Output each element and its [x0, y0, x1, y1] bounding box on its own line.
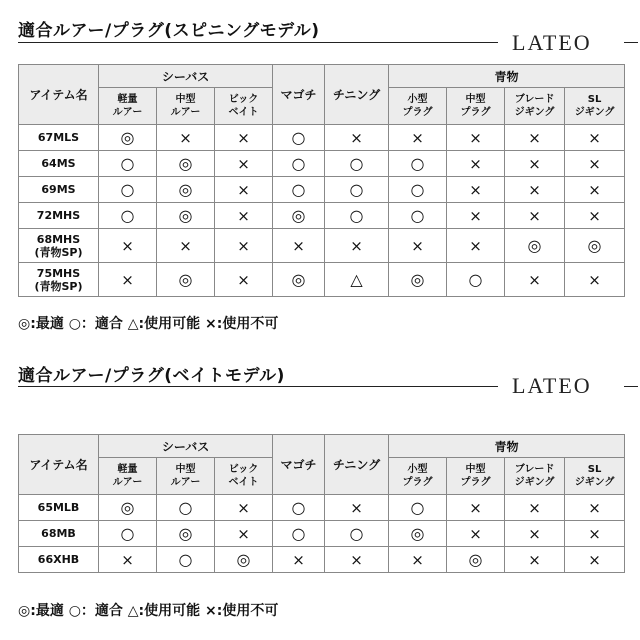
group-header-seabass: シーバス	[99, 65, 273, 88]
compat-mark-cell: ○	[389, 203, 447, 229]
compat-mark-cell: ○	[325, 203, 389, 229]
spinning-compat-table	[18, 64, 625, 297]
sub-header-small-plug: 小型 プラグ	[389, 458, 447, 495]
compat-mark-cell: ○	[99, 203, 157, 229]
compat-mark-cell: ×	[447, 125, 505, 151]
compat-mark-cell: ×	[325, 547, 389, 573]
compat-mark-cell: ×	[505, 125, 565, 151]
brand-logo: LATEO	[512, 373, 592, 398]
model-name-cell: 65MLB	[19, 495, 99, 521]
compat-mark-cell: ◎	[99, 125, 157, 151]
table-row	[19, 495, 625, 521]
brand-logo: LATEO	[512, 30, 592, 55]
compat-mark-cell: ×	[389, 547, 447, 573]
compat-mark-cell: ×	[325, 495, 389, 521]
compat-mark-cell: ○	[273, 177, 325, 203]
compat-mark-cell: ○	[273, 151, 325, 177]
sub-header-medium-lure: 中型 ルアー	[157, 458, 215, 495]
compat-mark-cell: ○	[157, 547, 215, 573]
compat-mark-cell: ×	[505, 263, 565, 297]
table-row	[19, 229, 625, 263]
sub-header-light-lure: 軽量 ルアー	[99, 458, 157, 495]
compat-mark-cell: ×	[157, 229, 215, 263]
compat-mark-cell: ◎	[157, 177, 215, 203]
compat-mark-cell: ○	[99, 151, 157, 177]
model-name-cell: 67MLS	[19, 125, 99, 151]
compat-mark-cell: ×	[215, 177, 273, 203]
sub-header-blade-jigging: ブレード ジギング	[505, 88, 565, 125]
title-divider	[18, 42, 498, 43]
sub-header-blade-jigging: ブレード ジギング	[505, 458, 565, 495]
compat-mark-cell: ×	[565, 521, 625, 547]
compat-mark-cell: ○	[389, 151, 447, 177]
compat-mark-cell: ×	[389, 229, 447, 263]
sub-header-light-lure: 軽量 ルアー	[99, 88, 157, 125]
compat-mark-cell: ×	[565, 547, 625, 573]
model-name-cell: 64MS	[19, 151, 99, 177]
brand-line	[624, 42, 638, 43]
sub-header-medium-lure: 中型 ルアー	[157, 88, 215, 125]
bait-compat-table	[18, 434, 625, 573]
compat-mark-cell: ◎	[99, 495, 157, 521]
compat-mark-cell: ×	[447, 521, 505, 547]
compat-mark-cell: ×	[505, 177, 565, 203]
sub-header-big-bait: ビック ベイト	[215, 88, 273, 125]
model-name-cell: 75MHS (青物SP)	[19, 263, 99, 297]
compat-mark-cell: ×	[215, 495, 273, 521]
compat-mark-cell: ○	[325, 151, 389, 177]
model-name-cell: 68MHS (青物SP)	[19, 229, 99, 263]
title-divider	[18, 386, 498, 387]
sub-header-big-bait: ビック ベイト	[215, 458, 273, 495]
group-header-magochi: マゴチ	[273, 435, 325, 495]
compat-mark-cell: ×	[215, 203, 273, 229]
table-row	[19, 203, 625, 229]
group-header-seabass: シーバス	[99, 435, 273, 458]
spinning-legend: ◎:最適 ○：適合 △:使用可能 ×:使用不可	[18, 316, 279, 332]
compat-mark-cell: ×	[505, 521, 565, 547]
table-row	[19, 151, 625, 177]
compat-mark-cell: ×	[157, 125, 215, 151]
sub-header-sl-jigging: SL ジギング	[565, 458, 625, 495]
compat-mark-cell: ◎	[215, 547, 273, 573]
compat-mark-cell: ×	[565, 125, 625, 151]
compat-mark-cell: ×	[215, 151, 273, 177]
bait-rows	[19, 495, 625, 573]
compat-mark-cell: ◎	[565, 229, 625, 263]
compat-mark-cell: ×	[505, 495, 565, 521]
compat-mark-cell: ○	[325, 177, 389, 203]
compat-mark-cell: ×	[505, 151, 565, 177]
compat-mark-cell: ○	[273, 495, 325, 521]
table-row	[19, 547, 625, 573]
compat-mark-cell: ×	[99, 263, 157, 297]
compat-mark-cell: ×	[565, 263, 625, 297]
compat-mark-cell: ◎	[157, 521, 215, 547]
compat-mark-cell: ◎	[157, 263, 215, 297]
compat-mark-cell: ×	[565, 177, 625, 203]
compat-mark-cell: ○	[447, 263, 505, 297]
spinning-section-title: 適合ルアー/プラグ(スピニングモデル)	[18, 21, 320, 41]
compat-mark-cell: ◎	[389, 521, 447, 547]
group-header-magochi: マゴチ	[273, 65, 325, 125]
compat-mark-cell: ○	[325, 521, 389, 547]
compat-mark-cell: ○	[273, 521, 325, 547]
compat-mark-cell: ○	[157, 495, 215, 521]
compat-mark-cell: ×	[447, 203, 505, 229]
compat-mark-cell: ◎	[273, 203, 325, 229]
sub-header-small-plug: 小型 プラグ	[389, 88, 447, 125]
group-header-aomono: 青物	[389, 65, 625, 88]
item-name-header: アイテム名	[19, 65, 99, 125]
compat-mark-cell: ×	[273, 547, 325, 573]
table-row	[19, 521, 625, 547]
compat-mark-cell: ×	[505, 203, 565, 229]
compat-mark-cell: ×	[99, 229, 157, 263]
compat-mark-cell: ◎	[389, 263, 447, 297]
table-row	[19, 125, 625, 151]
compat-mark-cell: ×	[273, 229, 325, 263]
compat-mark-cell: ×	[99, 547, 157, 573]
compat-mark-cell: ○	[389, 495, 447, 521]
group-header-chinu: チニング	[325, 435, 389, 495]
compat-mark-cell: ×	[325, 229, 389, 263]
model-name-cell: 68MB	[19, 521, 99, 547]
compat-mark-cell: ×	[447, 151, 505, 177]
sub-header-sl-jigging: SL ジギング	[565, 88, 625, 125]
spinning-rows	[19, 125, 625, 297]
compat-mark-cell: ×	[565, 203, 625, 229]
table-row	[19, 177, 625, 203]
compat-mark-cell: ×	[325, 125, 389, 151]
sub-header-medium-plug: 中型 プラグ	[447, 458, 505, 495]
compat-mark-cell: ○	[389, 177, 447, 203]
compat-mark-cell: ×	[565, 495, 625, 521]
compat-mark-cell: ◎	[157, 203, 215, 229]
compat-mark-cell: ◎	[505, 229, 565, 263]
bait-legend: ◎:最適 ○：適合 △:使用可能 ×:使用不可	[18, 603, 279, 619]
model-name-cell: 72MHS	[19, 203, 99, 229]
compat-mark-cell: ×	[215, 125, 273, 151]
model-name-cell: 69MS	[19, 177, 99, 203]
model-name-cell: 66XHB	[19, 547, 99, 573]
compat-mark-cell: ×	[215, 263, 273, 297]
compat-mark-cell: ×	[447, 229, 505, 263]
table-row	[19, 263, 625, 297]
compat-mark-cell: ◎	[447, 547, 505, 573]
compat-mark-cell: ×	[447, 495, 505, 521]
compat-mark-cell: △	[325, 263, 389, 297]
group-header-chinu: チニング	[325, 65, 389, 125]
compat-mark-cell: ○	[273, 125, 325, 151]
compat-mark-cell: ×	[215, 521, 273, 547]
compat-mark-cell: ×	[215, 229, 273, 263]
sub-header-medium-plug: 中型 プラグ	[447, 88, 505, 125]
compat-mark-cell: ◎	[157, 151, 215, 177]
bait-section-title: 適合ルアー/プラグ(ベイトモデル)	[18, 366, 285, 386]
group-header-aomono: 青物	[389, 435, 625, 458]
item-name-header: アイテム名	[19, 435, 99, 495]
brand-line	[624, 386, 638, 387]
compat-mark-cell: ×	[565, 151, 625, 177]
compat-mark-cell: ×	[447, 177, 505, 203]
compat-mark-cell: ×	[505, 547, 565, 573]
compat-mark-cell: ○	[99, 177, 157, 203]
compat-mark-cell: ○	[99, 521, 157, 547]
compat-mark-cell: ×	[389, 125, 447, 151]
compat-mark-cell: ◎	[273, 263, 325, 297]
